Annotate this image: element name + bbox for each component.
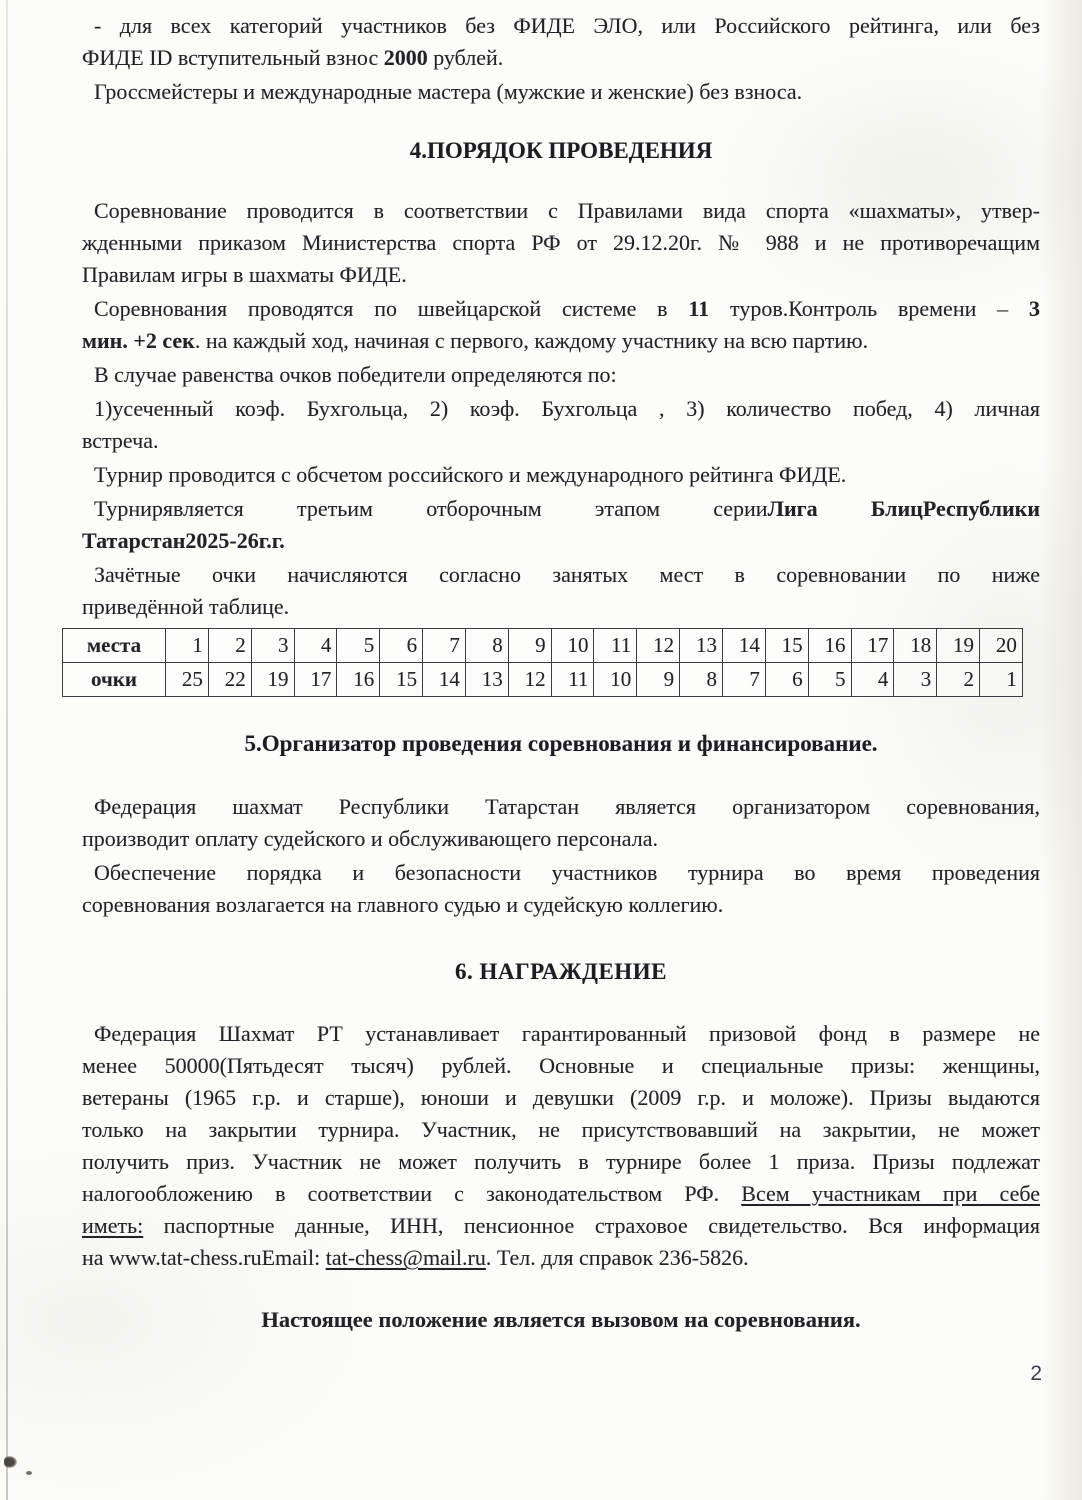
table-cell: 15	[380, 663, 423, 697]
text-run: паспортные данные, ИНН, пенсионное страховое свидетельство. Вся информация	[143, 1213, 1040, 1238]
table-cell: 11	[594, 629, 637, 663]
table-cell: 2	[937, 663, 980, 697]
table-row	[63, 629, 1023, 663]
scan-artifact-dot	[26, 1471, 32, 1475]
text-run: Всем участникам при себе	[741, 1181, 1041, 1206]
text-line	[82, 493, 1040, 525]
table-cell: 3	[251, 629, 294, 663]
scan-edge-line	[6, 0, 8, 1500]
text-line	[82, 791, 1040, 823]
text-line	[82, 1018, 1040, 1050]
table-cell: 8	[465, 629, 508, 663]
paragraph	[82, 10, 1040, 74]
text-line	[82, 1146, 1040, 1178]
table-cell: 20	[980, 629, 1023, 663]
text-run: Турнирявляется третьим отборочным этапом серии	[94, 496, 768, 521]
text-run: ветераны (1965 г.р. и старше), юноши и девушки (2009 г.р. и моложе). Призы выдаются	[82, 1085, 1040, 1110]
table-cell: 17	[851, 629, 894, 663]
table-row	[63, 663, 1023, 697]
table-cell: 5	[808, 663, 851, 697]
text-run: 1)усеченный коэф. Бухгольца, 2) коэф. Бухгольца , 3) количество побед, 4) личная	[94, 396, 1040, 421]
text-line	[82, 42, 1040, 74]
table-cell: 9	[637, 663, 680, 697]
text-run: приведённой таблице.	[82, 594, 290, 619]
page-number: 2	[1030, 1362, 1042, 1385]
text-run: Гроссмейстеры и международные мастера (мужские и женские) без взноса.	[94, 79, 803, 104]
text-line	[82, 1178, 1040, 1210]
text-line	[82, 889, 1040, 921]
table-cell: 25	[166, 663, 209, 697]
paragraph	[82, 359, 1040, 391]
text-line	[82, 559, 1040, 591]
text-run: жденными приказом Министерства спорта РФ от 29.12.20г. № 988 и не противоречащим	[82, 230, 1040, 255]
table-cell: 14	[423, 663, 466, 697]
text-run: Лига БлицРеспублики	[767, 496, 1040, 521]
text-run: только на закрытии турнира. Участник, не присутствовавший на закрытии, не может	[82, 1117, 1040, 1142]
text-line	[82, 857, 1040, 889]
document-body	[82, 10, 1040, 1336]
text-line	[82, 293, 1040, 325]
table-cell: 12	[637, 629, 680, 663]
table-cell: 16	[337, 663, 380, 697]
text-line	[82, 1082, 1040, 1114]
paragraph	[82, 76, 1040, 108]
text-run: Обеспечение порядка и безопасности участников турнира во время проведения	[94, 860, 1040, 885]
paragraph	[82, 791, 1040, 855]
points-table	[62, 628, 1023, 697]
text-run: иметь:	[82, 1213, 144, 1238]
table-cell: 13	[680, 629, 723, 663]
table-cell: 13	[465, 663, 508, 697]
text-run: . на каждый ход, начиная с первого, каждому участнику на всю партию.	[194, 328, 869, 353]
table-cell: 22	[208, 663, 251, 697]
table-cell: 8	[680, 663, 723, 697]
text-line	[82, 259, 1040, 291]
paragraph	[82, 459, 1040, 491]
table-cell: 19	[251, 663, 294, 697]
row-label: места	[63, 629, 166, 663]
section-4-heading: 4.ПОРЯДОК ПРОВЕДЕНИЯ	[409, 138, 713, 163]
text-run: Правилам игры в шахматы ФИДЕ.	[82, 262, 407, 287]
table-cell: 16	[808, 629, 851, 663]
text-run: В случае равенства очков победители определяются по:	[94, 362, 617, 387]
text-line	[82, 1210, 1040, 1242]
table-cell: 3	[894, 663, 937, 697]
text-run: производит оплату судейского и обслуживающего персонала.	[82, 826, 658, 851]
table-cell: 5	[337, 629, 380, 663]
text-run: 11	[688, 296, 710, 321]
text-line	[82, 459, 1040, 491]
table-cell: 7	[423, 629, 466, 663]
closing-statement: Настоящее положение является вызовом на соревнования.	[261, 1307, 861, 1332]
paragraph	[82, 293, 1040, 357]
table-cell: 1	[980, 663, 1023, 697]
text-line	[82, 393, 1040, 425]
text-line	[82, 195, 1040, 227]
table-cell: 6	[380, 629, 423, 663]
table-cell: 4	[294, 629, 337, 663]
table-cell: 10	[551, 629, 594, 663]
row-label: очки	[63, 663, 166, 697]
table-cell: 11	[551, 663, 594, 697]
table-cell: 2	[208, 629, 251, 663]
paragraph	[82, 857, 1040, 921]
text-line	[82, 227, 1040, 259]
text-run: ФИДЕ ID вступительный взнос	[82, 45, 384, 70]
text-line	[82, 525, 1040, 557]
paragraph	[82, 393, 1040, 457]
text-run: рублей.	[427, 45, 504, 70]
section-5-heading: 5.Организатор проведения соревнования и финансирование.	[244, 731, 878, 756]
text-run: tat-chess@mail.ru	[325, 1245, 486, 1270]
text-run: 3	[1029, 296, 1040, 321]
text-run: Соревнование проводится в соответствии с Правилами вида спорта «шахматы», утвер-	[94, 198, 1040, 223]
text-line	[82, 325, 1040, 357]
text-run: менее 50000(Пятьдесят тысяч) рублей. Основные и специальные призы: женщины,	[82, 1053, 1040, 1078]
table-cell: 12	[508, 663, 551, 697]
text-run: . Тел. для справок 236-5826.	[485, 1245, 749, 1270]
text-run: туров.Контроль времени –	[709, 296, 1029, 321]
text-run: мин. +2 сек	[82, 328, 195, 353]
text-line	[82, 10, 1040, 42]
text-run: Зачётные очки начисляются согласно занятых мест в соревновании по ниже	[94, 562, 1040, 587]
text-run: Федерация Шахмат РТ устанавливает гарантированный призовой фонд в размере не	[94, 1021, 1040, 1046]
text-run: получить приз. Участник не может получить в турнире более 1 приза. Призы подлежат	[82, 1149, 1040, 1174]
table-cell: 6	[765, 663, 808, 697]
text-line	[82, 425, 1040, 457]
text-run: Федерация шахмат Республики Татарстан является организатором соревнования,	[94, 794, 1040, 819]
text-line	[82, 76, 1040, 108]
text-run: соревнования возлагается на главного судью и судейскую коллегию.	[82, 892, 724, 917]
text-run: - для всех категорий участников без ФИДЕ ЭЛО, или Российского рейтинга, или без	[94, 13, 1040, 38]
text-run: на www.tat-chess.ruEmail:	[82, 1245, 326, 1270]
table-cell: 9	[508, 629, 551, 663]
text-run: налогообложению в соответствии с законодательством РФ.	[82, 1181, 742, 1206]
text-run: Турнир проводится с обсчетом российского и международного рейтинга ФИДЕ.	[94, 462, 847, 487]
text-run: встреча.	[82, 428, 159, 453]
table-cell: 7	[722, 663, 765, 697]
text-line	[82, 1242, 1040, 1274]
text-line	[82, 591, 1040, 623]
paragraph	[82, 493, 1040, 557]
paragraph	[82, 195, 1040, 291]
table-cell: 18	[894, 629, 937, 663]
text-run: Татарстан2025-26г.г.	[82, 528, 285, 553]
text-line	[82, 359, 1040, 391]
text-line	[82, 823, 1040, 855]
table-cell: 4	[851, 663, 894, 697]
table-cell: 10	[594, 663, 637, 697]
text-line	[82, 1114, 1040, 1146]
table-cell: 1	[166, 629, 209, 663]
paragraph	[82, 1018, 1040, 1274]
table-cell: 17	[294, 663, 337, 697]
section-6-heading: 6. НАГРАЖДЕНИЕ	[455, 959, 667, 984]
table-cell: 15	[765, 629, 808, 663]
table-cell: 14	[722, 629, 765, 663]
table-cell: 19	[937, 629, 980, 663]
text-run: 2000	[383, 45, 428, 70]
text-line	[82, 1050, 1040, 1082]
paragraph	[82, 559, 1040, 623]
text-run: Соревнования проводятся по швейцарской системе в	[94, 296, 689, 321]
scan-artifact-speck	[4, 1456, 17, 1468]
